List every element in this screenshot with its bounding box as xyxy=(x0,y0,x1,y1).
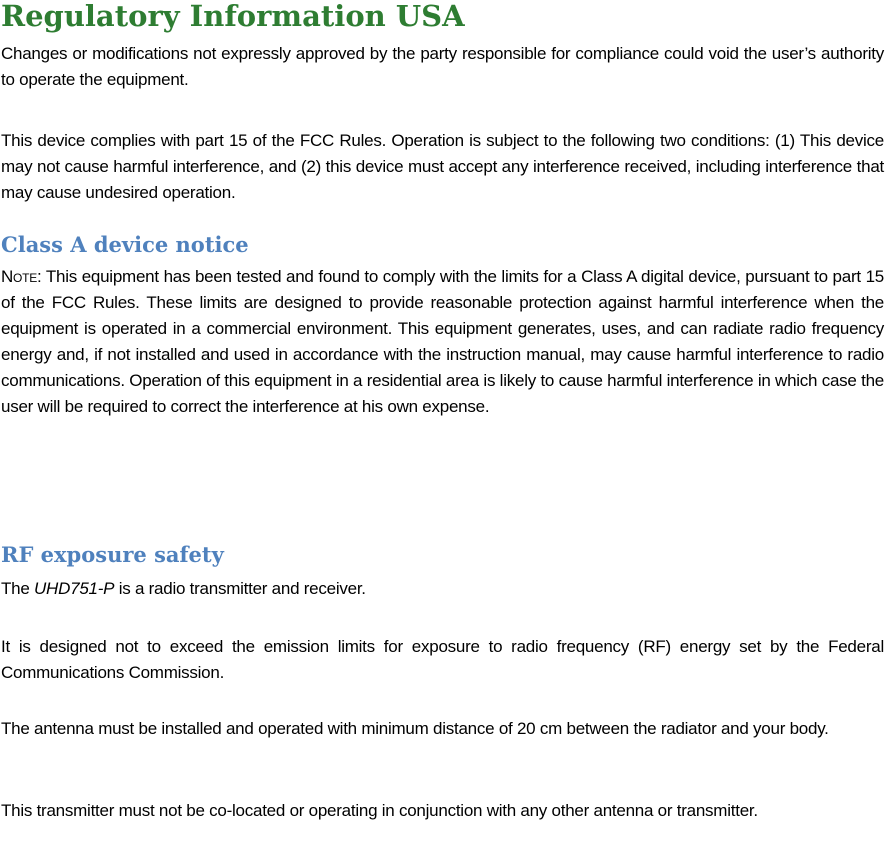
rf-paragraph-2: It is designed not to exceed the emission limits for exposure to radio frequency (RF) energy set by the Federal Communications Commission. xyxy=(1,637,884,682)
intro-paragraph-2: This device complies with part 15 of the FCC Rules. Operation is subject to the following two conditions: (1) This device may not cause harmful interference, and (2) this device must accept any interference received, including interference that may cause undesired operation. xyxy=(1,131,884,202)
class-a-notice xyxy=(1,264,884,420)
rf-exposure-heading: RF exposure safety xyxy=(1,542,224,567)
model-name: UHD751-P xyxy=(34,579,115,598)
class-a-heading: Class A device notice xyxy=(1,232,249,257)
note-separator: : xyxy=(36,267,42,286)
rf-p1-suffix: is a radio transmitter and receiver. xyxy=(114,579,366,598)
note-label: Note xyxy=(1,267,37,286)
intro-paragraph-1: Changes or modifications not expressly approved by the party responsible for compliance could void the user’s authority to operate the equipment. xyxy=(1,44,884,89)
rf-paragraph-3: The antenna must be installed and operated with minimum distance of 20 cm between the radiator and your body. xyxy=(1,719,829,738)
rf-p1-prefix: The xyxy=(1,579,35,598)
rf-paragraph-1 xyxy=(1,576,884,602)
rf-paragraph-4: This transmitter must not be co-located or operating in conjunction with any other antenna or transmitter. xyxy=(1,801,758,820)
note-text: This equipment has been tested and found to comply with the limits for a Class A digital device, pursuant to part 15 of the FCC Rules. These limits are designed to provide reasonable protection against harmful interference when the equipment is operated in a commercial environment. This equipment generates, uses, and can radiate radio frequency energy and, if not installed and used in accordance with the instruction manual, may cause harmful interference to radio communications. Operation of this equipment in a residential area is likely to cause harmful interference in which case the user will be required to correct the interference at his own expense. xyxy=(1,267,884,416)
page-title: Regulatory Information USA xyxy=(1,0,465,33)
